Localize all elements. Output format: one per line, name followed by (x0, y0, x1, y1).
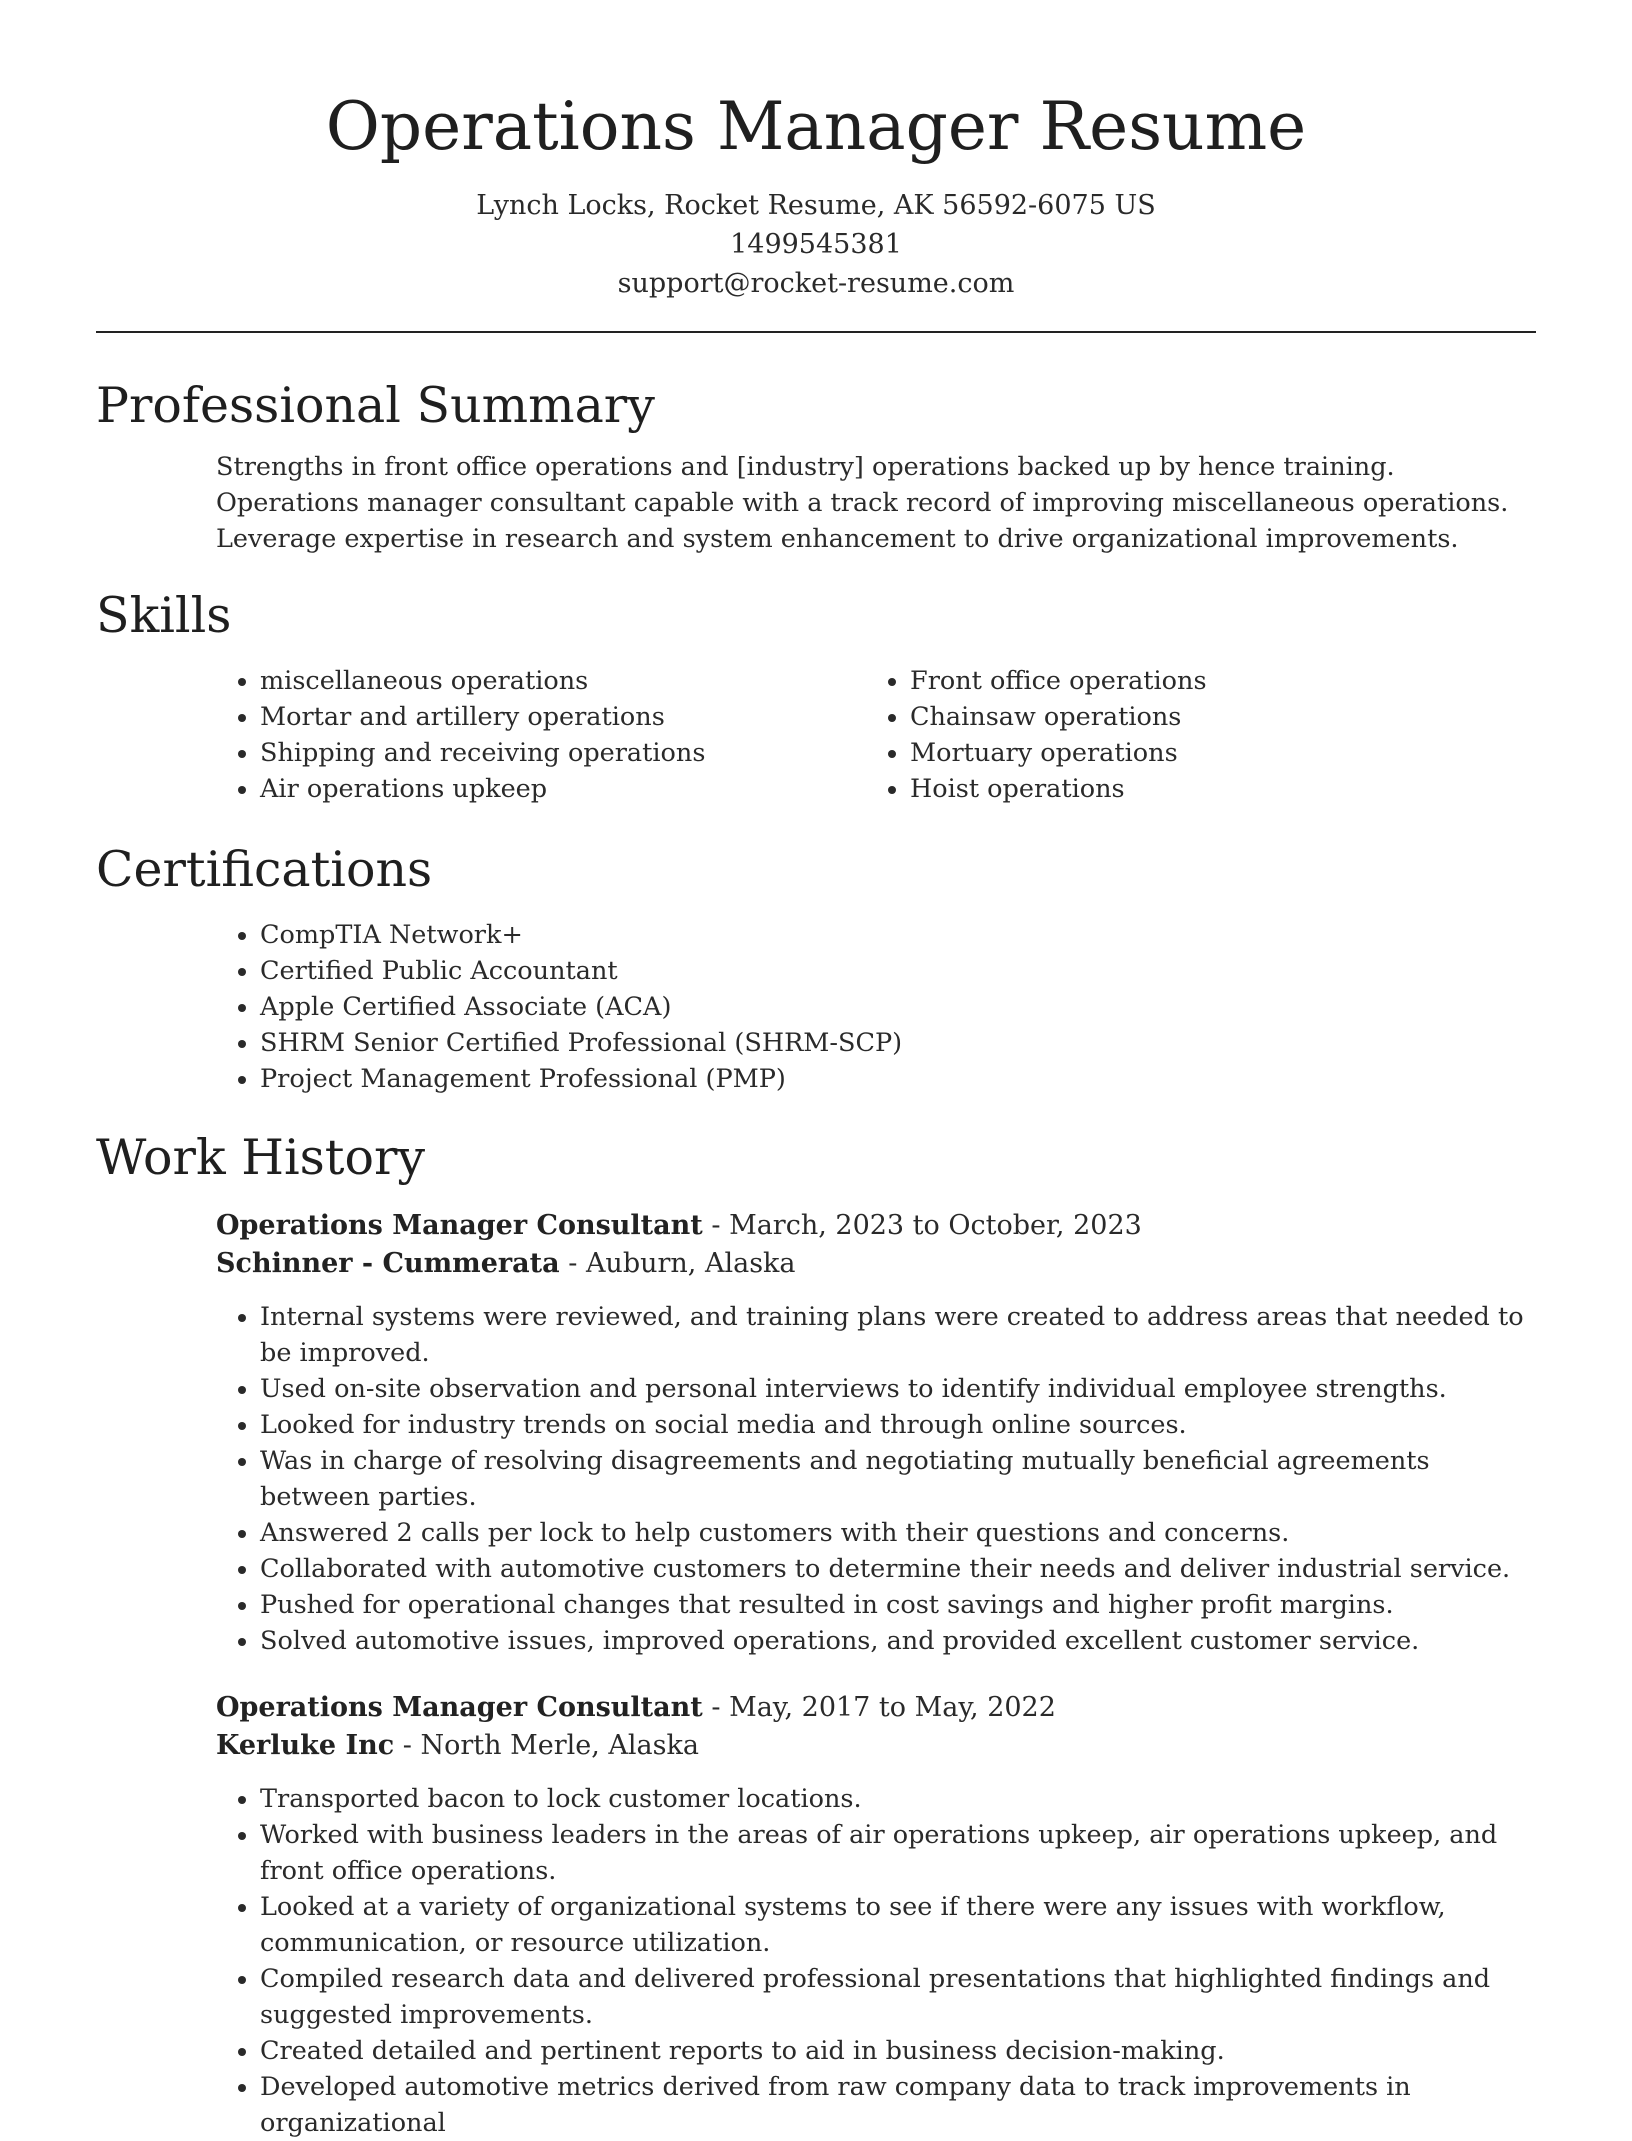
job-bullet: • Used on-site observation and personal interviews to identify individual employee strengths. (260, 1371, 1536, 1407)
job-bullet: • Solved automotive issues, improved operations, and provided excellent customer service. (260, 1623, 1536, 1659)
header-divider (96, 331, 1536, 333)
job-company: Schinner - Cummerata (216, 1248, 560, 1279)
skills-list-right (910, 663, 1536, 807)
job-bullet: • Created detailed and pertinent reports to aid in business decision-making. (260, 2033, 1536, 2069)
contact-info (96, 186, 1536, 303)
summary-section (96, 373, 1536, 557)
skill-item: • Mortuary operations (910, 735, 1536, 771)
job-location: North Merle, Alaska (420, 1730, 699, 1761)
job-bullet: • Collaborated with automotive customers to determine their needs and deliver industrial service. (260, 1551, 1536, 1587)
job-bullet: • Worked with business leaders in the areas of air operations upkeep, air operations upkeep, and front office operations. (260, 1817, 1536, 1889)
skill-item: • Mortar and artillery operations (260, 699, 910, 735)
certification-item: • Project Management Professional (PMP) (260, 1061, 1536, 1097)
job-bullet: • Developed automotive metrics derived from raw company data to track improvements in organizational (260, 2069, 1536, 2141)
skill-item: • Chainsaw operations (910, 699, 1536, 735)
summary-heading: Professional Summary (96, 377, 655, 434)
job-dates: March, 2023 to October, 2023 (729, 1210, 1142, 1241)
certification-item: • CompTIA Network+ (260, 917, 1536, 953)
job-location: Auburn, Alaska (585, 1248, 796, 1279)
job-bullet: • Transported bacon to lock customer locations. (260, 1781, 1536, 1817)
job-entry (216, 1207, 1536, 1659)
work-history-heading: Work History (96, 1129, 426, 1186)
skill-item: • miscellaneous operations (260, 663, 910, 699)
skills-list-left (96, 663, 910, 807)
contact-email: support@rocket-resume.com (617, 268, 1015, 299)
job-dates: May, 2017 to May, 2022 (729, 1692, 1056, 1723)
job-company: Kerluke Inc (216, 1730, 395, 1761)
certifications-heading: Certifications (96, 841, 433, 898)
job-company-line: Schinner - Cummerata - Auburn, Alaska (216, 1248, 796, 1279)
resume-header (96, 0, 1536, 303)
job-title: Operations Manager Consultant (216, 1692, 703, 1723)
job-bullet: • Internal systems were reviewed, and training plans were created to address areas that needed to be improved. (260, 1299, 1536, 1371)
certification-item: • Apple Certified Associate (ACA) (260, 989, 1536, 1025)
certification-item: • SHRM Senior Certified Professional (SHRM-SCP) (260, 1025, 1536, 1061)
certification-item: • Certified Public Accountant (260, 953, 1536, 989)
certifications-list (96, 917, 1536, 1097)
contact-address: Lynch Locks, Rocket Resume, AK 56592-6075 US (476, 190, 1156, 221)
certifications-section (96, 837, 1536, 1097)
job-company-line: Kerluke Inc - North Merle, Alaska (216, 1730, 699, 1761)
skills-columns (96, 663, 1536, 807)
job-bullet: • Compiled research data and delivered professional presentations that highlighted findings and suggested improvements. (260, 1961, 1536, 2033)
skill-item: • Hoist operations (910, 771, 1536, 807)
skill-item: • Shipping and receiving operations (260, 735, 910, 771)
summary-text: Strengths in front office operations and [industry] operations backed up by hence training. Operations manager consultant capable with a track record of improving miscellaneous operations. Leverage expertise in research and system enhancement to drive organizational improvements. (216, 452, 1509, 554)
job-entry (216, 1689, 1536, 2141)
job-bullets (216, 1299, 1536, 1659)
job-title-line: Operations Manager Consultant - March, 2023 to October, 2023 (216, 1210, 1142, 1241)
contact-phone: 1499545381 (730, 229, 902, 260)
job-bullets (216, 1781, 1536, 2141)
skill-item: • Air operations upkeep (260, 771, 910, 807)
job-bullet: • Looked for industry trends on social media and through online sources. (260, 1407, 1536, 1443)
resume-title: Operations Manager Resume (325, 88, 1307, 165)
job-bullet: • Looked at a variety of organizational systems to see if there were any issues with workflow, communication, or resource utilization. (260, 1889, 1536, 1961)
skills-heading: Skills (96, 587, 232, 644)
skill-item: • Front office operations (910, 663, 1536, 699)
job-bullet: • Was in charge of resolving disagreements and negotiating mutually beneficial agreements between parties. (260, 1443, 1536, 1515)
skills-section (96, 583, 1536, 807)
work-history-section (96, 1125, 1536, 2141)
job-title-line: Operations Manager Consultant - May, 2017 to May, 2022 (216, 1692, 1056, 1723)
job-title: Operations Manager Consultant (216, 1210, 703, 1241)
job-bullet: • Pushed for operational changes that resulted in cost savings and higher profit margins. (260, 1587, 1536, 1623)
job-bullet: • Answered 2 calls per lock to help customers with their questions and concerns. (260, 1515, 1536, 1551)
